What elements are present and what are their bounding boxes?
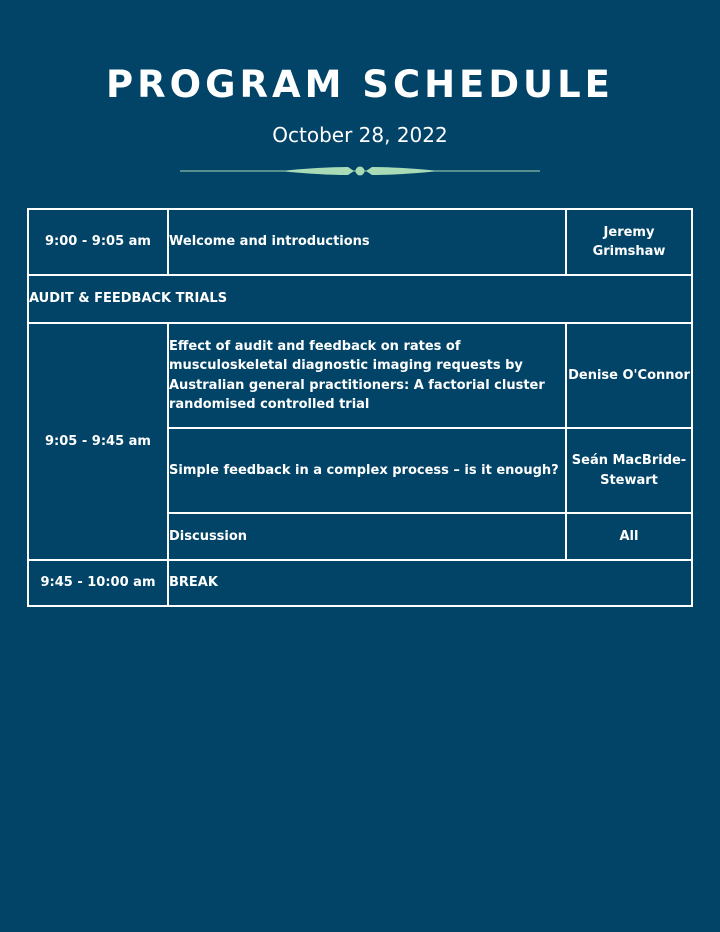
speaker-cell: Seán MacBride-Stewart: [566, 428, 692, 513]
break-row: [28, 560, 692, 606]
section-row: [28, 275, 692, 323]
schedule-table: [27, 208, 693, 607]
topic-cell: Effect of audit and feedback on rates of musculoskeletal diagnostic imaging requests by Australian general practitioners: A factorial cluster randomised controlled trial: [168, 323, 566, 428]
speaker-cell: All: [566, 513, 692, 560]
topic-cell: Discussion: [168, 513, 566, 560]
topic-cell: Simple feedback in a complex process – is it enough?: [168, 428, 566, 513]
topic-cell: Welcome and introductions: [168, 209, 566, 275]
break-label: BREAK: [168, 560, 692, 606]
table-row: [28, 209, 692, 275]
page-title: PROGRAM SCHEDULE: [106, 63, 614, 106]
event-date: October 28, 2022: [272, 123, 448, 147]
speaker-cell: Jeremy Grimshaw: [566, 209, 692, 275]
time-cell: 9:45 - 10:00 am: [28, 560, 168, 606]
speaker-cell: Denise O'Connor: [566, 323, 692, 428]
ornamental-divider: [180, 162, 540, 180]
section-heading: AUDIT & FEEDBACK TRIALS: [28, 275, 692, 323]
time-cell: 9:05 - 9:45 am: [28, 323, 168, 560]
table-row: [28, 323, 692, 428]
time-cell: 9:00 - 9:05 am: [28, 209, 168, 275]
